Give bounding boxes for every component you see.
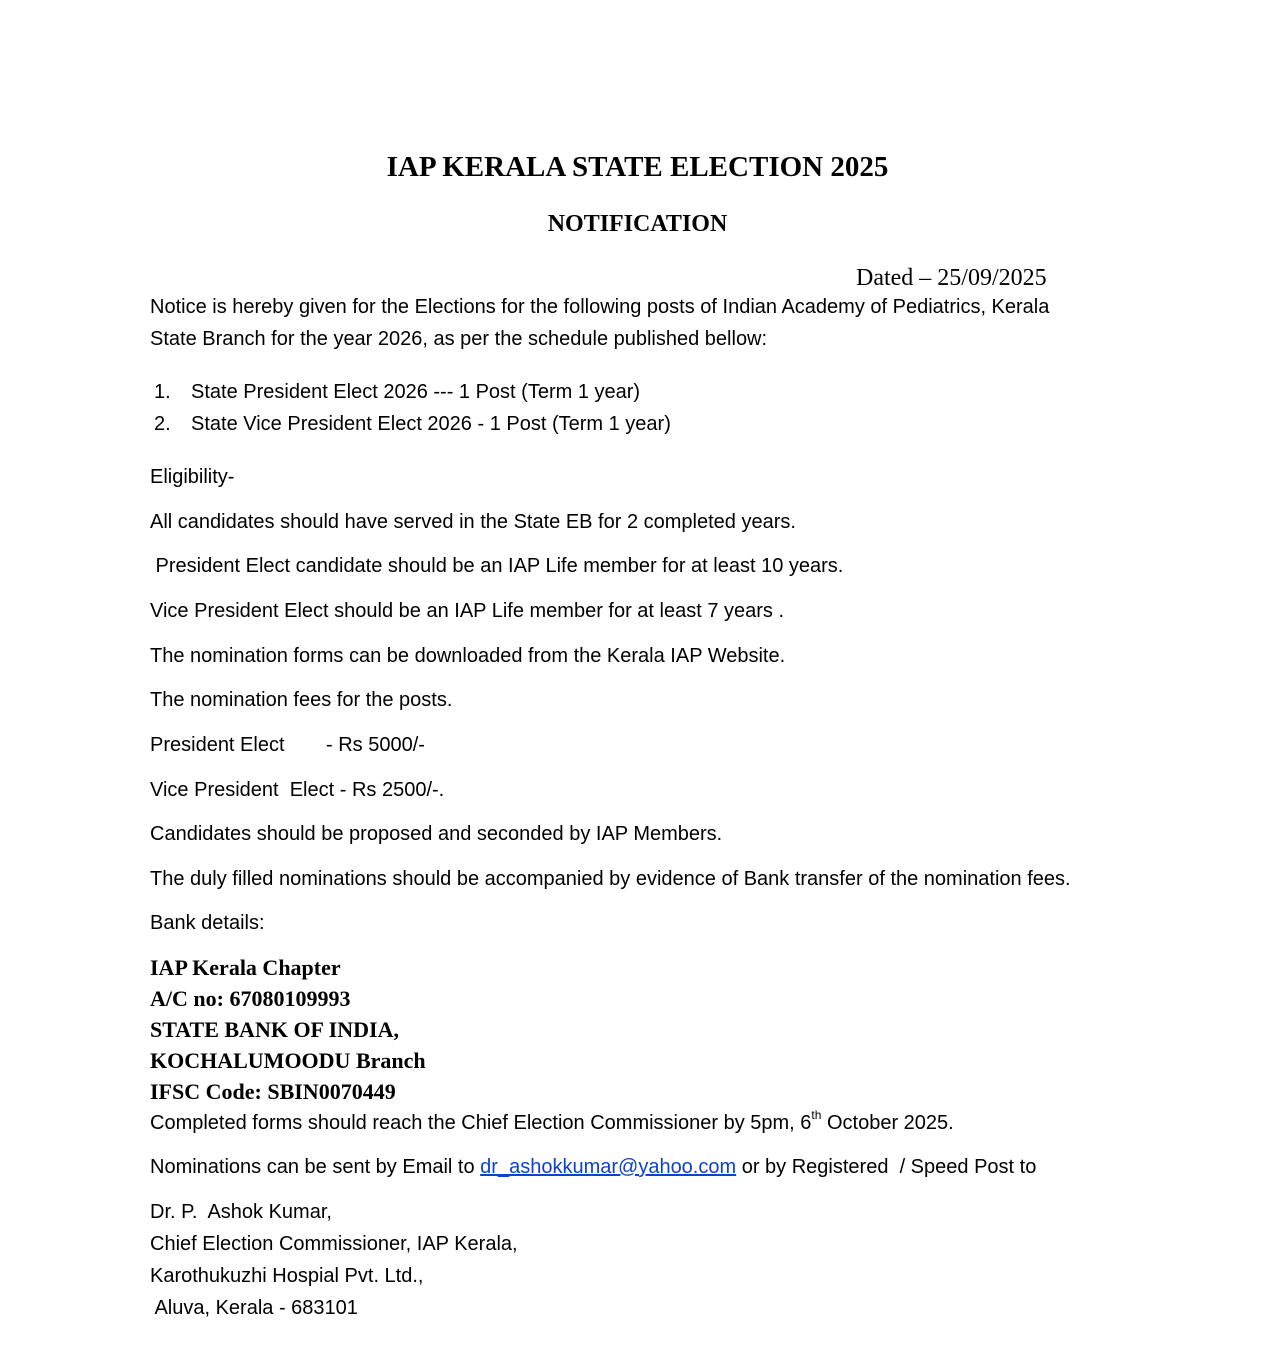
list-number: 2. (154, 413, 171, 435)
bank-line: IFSC Code: SBIN0070449 (150, 1079, 396, 1104)
submission-text-end: or by Registered / Speed Post to (736, 1156, 1037, 1178)
download-note: The nomination forms can be downloaded from the Kerala IAP Website. (150, 645, 786, 667)
eligibility-line: President Elect candidate should be an IAP Life member for at least 10 years. (150, 555, 844, 577)
submission-text: Nominations can be sent by Email to (150, 1156, 481, 1178)
fee-amount: - Rs 2500/-. (339, 779, 445, 801)
eligibility-line: All candidates should have served in the State EB for 2 completed years. (150, 511, 796, 533)
address-line: Karothukuzhi Hospial Pvt. Ltd., (150, 1265, 424, 1287)
list-item (154, 412, 171, 436)
fee-amount: - Rs 5000/- (326, 734, 425, 756)
bank-line: A/C no: 67080109993 (150, 986, 351, 1011)
evidence-note: The duly filled nominations should be accompanied by evidence of Bank transfer of the nomination fees. (150, 868, 1071, 890)
fee-post: Vice President Elect (150, 779, 335, 801)
bank-line: STATE BANK OF INDIA, (150, 1017, 399, 1042)
fee-post: President Elect (150, 734, 285, 756)
date-line: Dated – 25/09/2025 (856, 265, 1047, 291)
address-line: Chief Election Commissioner, IAP Kerala, (150, 1233, 518, 1255)
proposal-note: Candidates should be proposed and seconded by IAP Members. (150, 823, 723, 845)
list-item-text: State Vice President Elect 2026 - 1 Post (Term 1 year) (191, 413, 671, 435)
fee-row (150, 778, 444, 802)
intro-line-2: State Branch for the year 2026, as per the schedule published bellow: (150, 328, 768, 350)
page-subtitle: NOTIFICATION (547, 211, 728, 237)
email-link[interactable]: dr_ashokkumar@yahoo.com (480, 1156, 737, 1178)
list-item-text: State President Elect 2026 --- 1 Post (Term 1 year) (191, 381, 641, 403)
list-item (154, 380, 171, 404)
eligibility-heading: Eligibility- (150, 466, 235, 488)
address-line: Dr. P. Ashok Kumar, (150, 1201, 332, 1223)
list-number: 1. (154, 381, 171, 403)
bank-line: KOCHALUMOODU Branch (150, 1048, 426, 1073)
address-line: Aluva, Kerala - 683101 (150, 1297, 358, 1319)
fees-heading: The nomination fees for the posts. (150, 689, 453, 711)
page-title: IAP KERALA STATE ELECTION 2025 (386, 151, 889, 183)
bank-heading: Bank details: (150, 912, 265, 934)
bank-line: IAP Kerala Chapter (150, 955, 341, 980)
intro-line-1: Notice is hereby given for the Elections for the following posts of Indian Academy of Pediatrics, Kerala (150, 296, 1050, 318)
ordinal-suffix: th (811, 1108, 822, 1123)
deadline-text-end: October 2025. (821, 1112, 954, 1134)
eligibility-line: Vice President Elect should be an IAP Life member for at least 7 years . (150, 600, 785, 622)
deadline-note (150, 1108, 954, 1135)
submission-note (150, 1155, 1036, 1179)
deadline-text: Completed forms should reach the Chief Election Commissioner by 5pm, 6 (150, 1112, 812, 1134)
